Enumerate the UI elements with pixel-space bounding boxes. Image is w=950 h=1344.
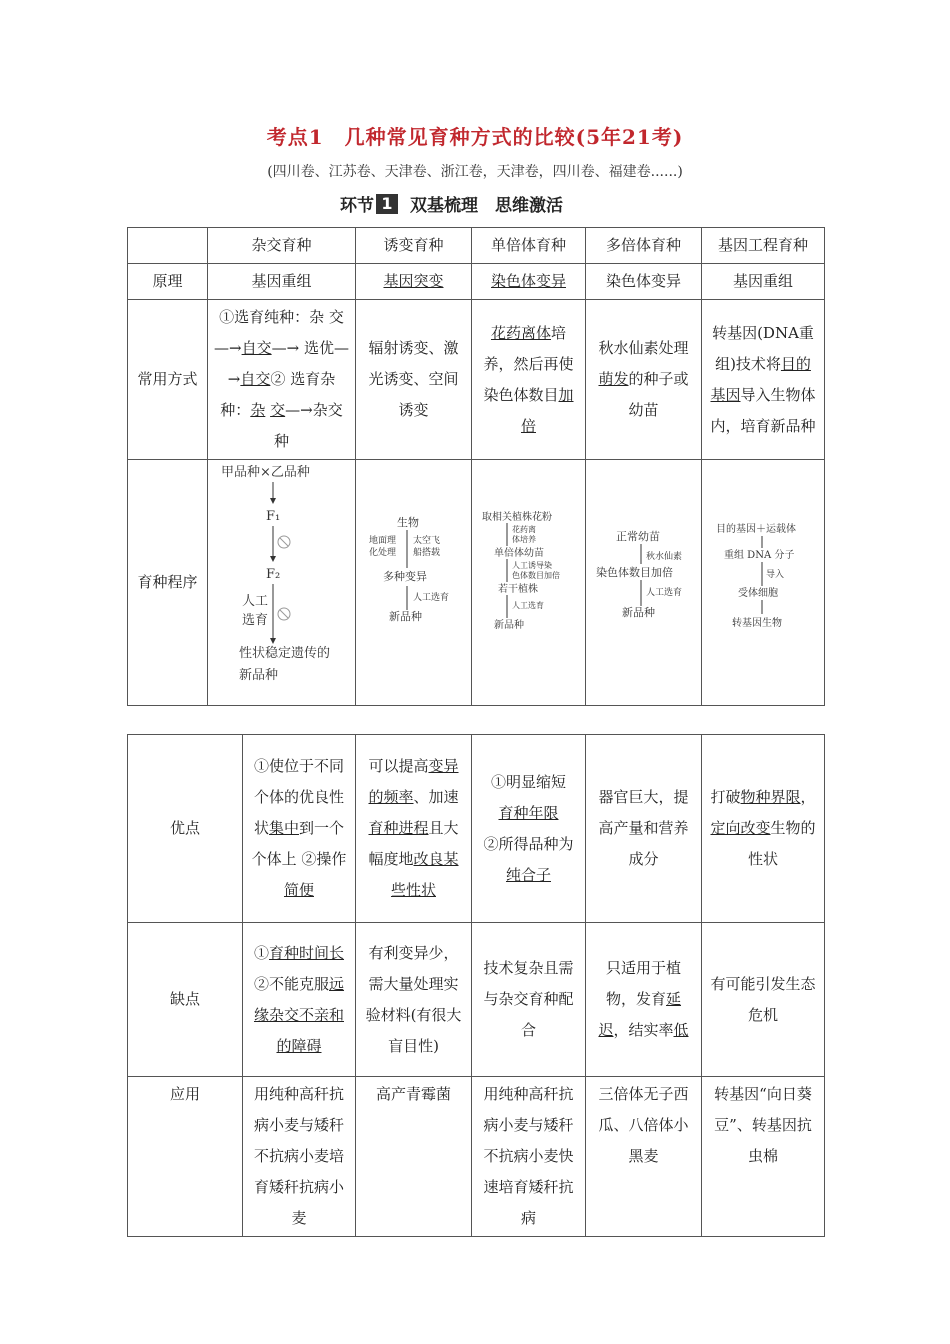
diagram-text: 多种变异 [382, 570, 427, 583]
table-cell: 基因重组 [702, 264, 825, 300]
table-cell: 器官巨大，提高产量和营养成分 [586, 735, 702, 923]
advantages-row [128, 735, 825, 923]
underlined-text: 杂 [250, 401, 266, 419]
cell-text: —→杂交种 [273, 401, 343, 450]
table-cell: 基因重组 [208, 264, 356, 300]
underlined-text: 延迟 [598, 990, 682, 1039]
underlined-text: 定向改变 [710, 819, 771, 837]
polyploid-procedure-diagram [586, 460, 702, 694]
underlined-text: 目的基因 [710, 354, 811, 404]
cell-text: ，结实率 [613, 1021, 674, 1039]
underlined-text: 自交 [240, 370, 271, 388]
diagram-text: 色体数目加倍 [512, 571, 560, 580]
table-cell: 三倍体无子西瓜、八倍体小黑麦 [586, 1077, 702, 1237]
table-cell [356, 735, 472, 923]
diagram-text: 花药离 [512, 525, 536, 534]
column-header: 诱变育种 [356, 228, 472, 264]
diagram-text: 若干植株 [498, 584, 538, 595]
underlined-text: 加倍 [520, 385, 574, 435]
underlined-text: 物种界限 [740, 788, 801, 806]
diagram-text: 新品种 [238, 668, 278, 683]
underlined-text: 交 [270, 401, 286, 419]
row-label: 优点 [128, 735, 243, 923]
cell-text: 的种子或幼苗 [628, 370, 689, 419]
underlined-text: 变异的频率 [368, 757, 459, 806]
underlined-text: 远缘杂交不亲和的障碍 [253, 974, 345, 1055]
section-label: 环节 [340, 196, 374, 216]
principle-row [128, 264, 825, 300]
table-cell [208, 300, 356, 460]
arrow-text: —→ [271, 339, 300, 357]
table-cell: 技术复杂且需与杂交育种配合 [472, 923, 586, 1077]
table-cell: 有利变异少，需大量处理实验材料(有很大盲目性) [356, 923, 472, 1077]
cell-text: ， [800, 788, 816, 806]
cell-text: 秋水仙素处理 [598, 339, 689, 357]
diagram-text: F₁ [265, 509, 280, 524]
table-cell [586, 923, 702, 1077]
cell-text: 只适用于植物，发育 [605, 959, 681, 1008]
column-header: 多倍体育种 [586, 228, 702, 264]
table-cell: 染色体变异 [472, 264, 586, 300]
diagram-text: 人工诱导染 [512, 561, 552, 570]
table-cell: 用纯种高秆抗病小麦与矮秆不抗病小麦快速培育矮秆抗病 [472, 1077, 586, 1237]
diagram-cell [472, 460, 586, 706]
diagram-text: 选育 [241, 613, 268, 628]
diagram-text: 受体细胞 [738, 588, 778, 599]
comparison-table-bottom [127, 734, 825, 1237]
row-label: 缺点 [128, 923, 243, 1077]
underlined-text: 自交 [241, 339, 272, 357]
table-cell [472, 735, 586, 923]
table-cell [472, 300, 586, 460]
diagram-text: 人工选育 [646, 588, 683, 598]
diagram-text: 正常幼苗 [616, 530, 660, 543]
diagram-text: 人工 [241, 594, 268, 609]
comparison-table-top [127, 227, 825, 706]
row-label: 原理 [128, 264, 208, 300]
row-label: 应用 [128, 1077, 243, 1237]
row-label: 育种程序 [128, 460, 208, 706]
table-cell [243, 923, 356, 1077]
underlined-text: 育种时间长 [269, 943, 345, 962]
diagram-cell [702, 460, 825, 706]
arrow-text: —→ [214, 339, 242, 357]
diagram-text: 导入 [766, 570, 785, 580]
underlined-text: 简便 [283, 881, 314, 899]
section-number: 1 [376, 194, 398, 214]
diagram-cell [356, 460, 472, 706]
table-cell: 用纯种高秆抗病小麦与矮秆不抗病小麦培育矮秆抗病小麦 [243, 1077, 356, 1237]
cell-text: 选育杂种： [220, 370, 336, 419]
cell-text: ① [253, 943, 269, 962]
column-header: 杂交育种 [208, 228, 356, 264]
applications-row [128, 1077, 825, 1237]
table-cell: 基因突变 [356, 264, 472, 300]
cell-text: ②操作 [301, 850, 347, 868]
table-cell: 染色体变异 [586, 264, 702, 300]
table-cell: 辐射诱变、激光诱变、空间诱变 [356, 300, 472, 460]
mutation-procedure-diagram [357, 460, 471, 694]
diagram-text: 新品种 [494, 620, 524, 631]
diagram-text: 体培养 [512, 535, 536, 544]
underlined-text: 低 [673, 1021, 689, 1039]
cell-text: 、加速 [413, 788, 459, 806]
diagram-text: 船搭载 [412, 548, 440, 558]
page-subtitle: (四川卷、江苏卷、天津卷、浙江卷，天津卷，四川卷、福建卷......) [267, 164, 683, 180]
diagram-text: 太空飞 [412, 536, 440, 546]
cell-text: 交 [328, 308, 344, 326]
methods-row [128, 300, 825, 460]
diagram-text: 单倍体幼苗 [494, 548, 544, 559]
table-cell [702, 300, 825, 460]
diagram-cell [208, 460, 356, 706]
column-header: 基因工程育种 [702, 228, 825, 264]
diagram-cell [586, 460, 702, 706]
diagram-text: 甲品种×乙品种 [220, 465, 310, 480]
diagram-text: 性状稳定遗传的 [238, 646, 330, 661]
procedure-row [128, 460, 825, 706]
cell-text: 转基因(DNA重组)技术将 [712, 323, 814, 373]
cell-text: 打破 [710, 788, 741, 806]
cell-text: ①明显缩短 [490, 772, 566, 791]
section-text: 双基梳理 思维激活 [410, 196, 563, 216]
arrow-text: —→ [227, 339, 349, 388]
diagram-text: F₂ [265, 567, 280, 582]
underlined-text: 育种进程 [368, 819, 429, 837]
underlined-text: 花药离体 [490, 323, 551, 342]
table-cell [702, 735, 825, 923]
cell-text: ② [270, 370, 286, 388]
disadvantages-row [128, 923, 825, 1077]
diagram-text: 地面理 [368, 536, 396, 546]
diagram-text: 生物 [396, 516, 419, 529]
table-cell [586, 300, 702, 460]
diagram-text: 转基因生物 [732, 618, 782, 629]
underlined-text: 集中 [268, 819, 299, 837]
underlined-text: 纯合子 [505, 865, 551, 884]
table-cell [243, 735, 356, 923]
section-header [340, 191, 563, 216]
underlined-text: 改良某些性状 [390, 850, 459, 899]
table-cell: 转基因“向日葵豆”、转基因抗虫棉 [702, 1077, 825, 1237]
diagram-text: 目的基因＋运载体 [716, 524, 796, 535]
row-label: 常用方式 [128, 300, 208, 460]
underlined-text: 育种年限 [498, 803, 559, 822]
underlined-text: 萌发 [598, 370, 629, 388]
cell-text: 导入生物体内，培育新品种 [710, 385, 816, 435]
cell-text: 培养，然后再使染色体数目 [483, 323, 574, 404]
diagram-text: 新品种 [622, 606, 655, 619]
hybrid-procedure-diagram [209, 460, 355, 694]
diagram-text: 重组 DNA 分子 [724, 550, 795, 561]
cell-text: 选优 [303, 339, 334, 357]
haploid-procedure-diagram [472, 460, 586, 694]
page-title: 考点1 几种常见育种方式的比较(5年21考) [266, 125, 684, 149]
diagram-text: 取相关植株花粉 [482, 512, 552, 523]
cell-text: 生物的性状 [747, 819, 816, 868]
cell-text: ①选育纯种：杂 [219, 308, 325, 326]
header-empty [128, 228, 208, 264]
diagram-text: 新品种 [388, 610, 422, 623]
genetic-procedure-diagram [702, 460, 824, 694]
diagram-text: 化处理 [368, 548, 396, 558]
diagram-text: 秋水仙素 [646, 552, 683, 562]
cell-text: 且大幅度地 [368, 819, 459, 868]
column-header: 单倍体育种 [472, 228, 586, 264]
cell-text: ①使位于不同个体的优良性状 [253, 757, 344, 837]
cell-text: ②不能克服 [253, 974, 329, 993]
diagram-text: 人工选育 [512, 601, 544, 610]
diagram-text: 人工选育 [412, 593, 449, 603]
table-cell: 高产青霉菌 [356, 1077, 472, 1237]
cell-text: 可以提高 [368, 757, 429, 775]
table-cell: 有可能引发生态危机 [702, 923, 825, 1077]
cell-text: ②所得品种为 [483, 834, 574, 853]
cell-text: 到一个个体上 [251, 819, 345, 868]
diagram-text: 染色体数目加倍 [596, 566, 673, 579]
table-header-row [128, 228, 825, 264]
